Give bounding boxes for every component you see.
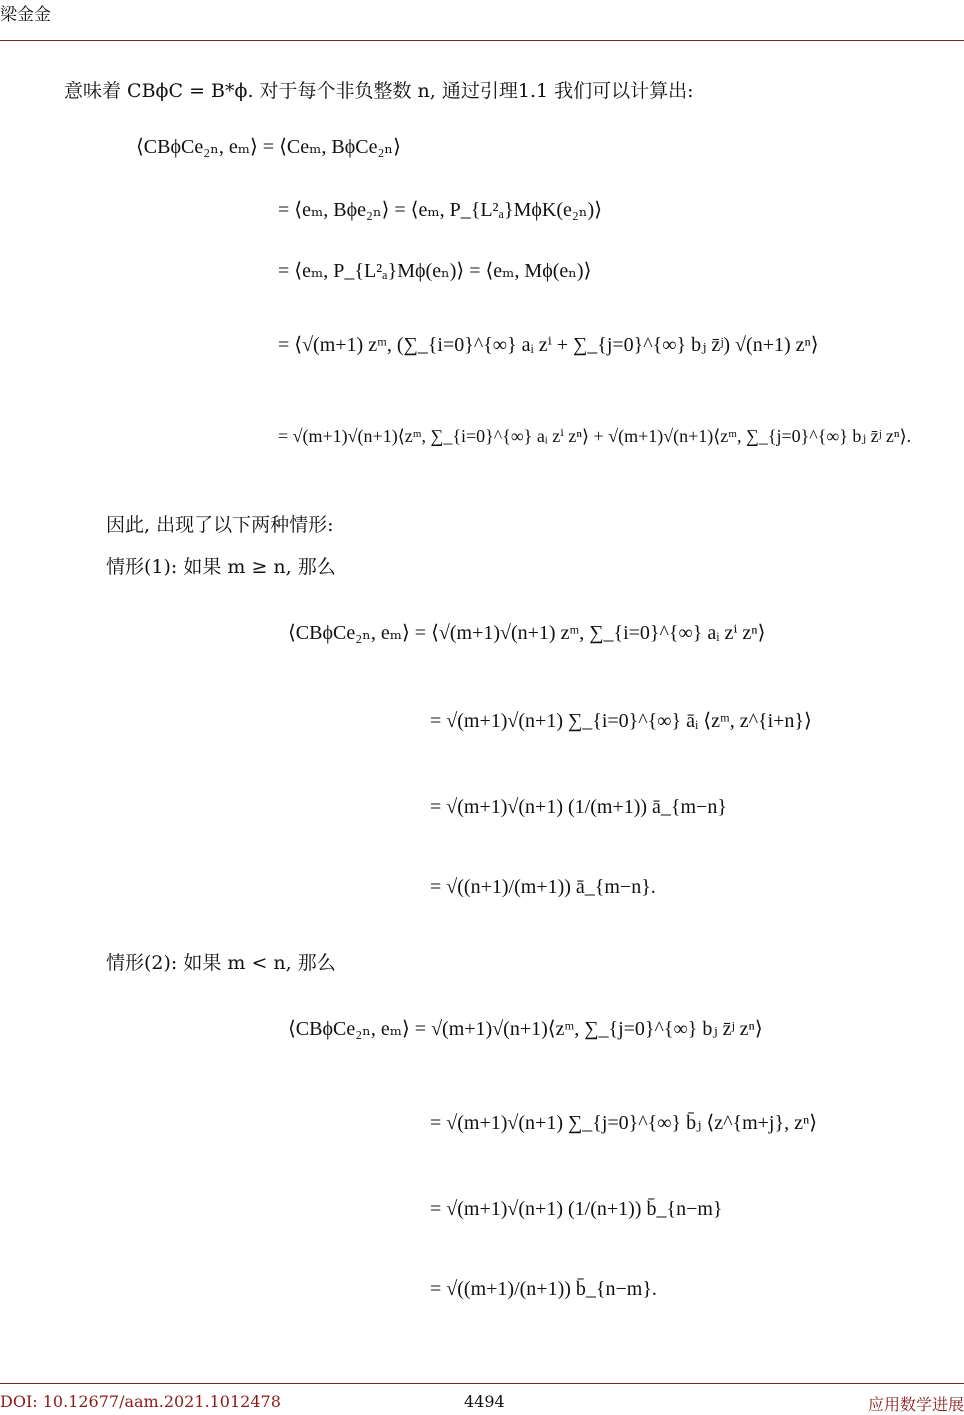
case2-line-3: = √(m+1)√(n+1) (1/(n+1)) b̄_{n−m} bbox=[430, 1198, 723, 1220]
case2-label: 情形(2): 如果 m < n, 那么 bbox=[106, 952, 336, 974]
running-header-author: 梁金金 bbox=[0, 5, 51, 25]
case2-line-1: ⟨CBϕCe₂ₙ, eₘ⟩ = √(m+1)√(n+1)⟨zᵐ, ∑_{j=0}^{∞} bⱼ z̄ʲ zⁿ⟩ bbox=[288, 1018, 763, 1040]
case2-line-2: = √(m+1)√(n+1) ∑_{j=0}^{∞} b̄ⱼ ⟨z^{m+j}, zⁿ⟩ bbox=[430, 1112, 818, 1134]
case1-label: 情形(1): 如果 m ≥ n, 那么 bbox=[106, 556, 336, 578]
case2-line-4: = √((m+1)/(n+1)) b̄_{n−m}. bbox=[430, 1278, 657, 1300]
case1-line-4: = √((n+1)/(m+1)) ā_{m−n}. bbox=[430, 876, 656, 898]
case1-line-3: = √(m+1)√(n+1) (1/(m+1)) ā_{m−n} bbox=[430, 796, 727, 818]
derivation-line-2: = ⟨eₘ, Bϕe₂ₙ⟩ = ⟨eₘ, P_{L²ₐ}MϕK(e₂ₙ)⟩ bbox=[278, 199, 603, 221]
footer-page-number: 4494 bbox=[464, 1392, 505, 1411]
case1-line-1: ⟨CBϕCe₂ₙ, eₘ⟩ = ⟨√(m+1)√(n+1) zᵐ, ∑_{i=0}^{∞} aᵢ zⁱ zⁿ⟩ bbox=[288, 622, 766, 644]
header-rule bbox=[0, 40, 964, 41]
cases-intro: 因此, 出现了以下两种情形: bbox=[106, 514, 334, 536]
derivation-line-1: ⟨CBϕCe₂ₙ, eₘ⟩ = ⟨Ceₘ, BϕCe₂ₙ⟩ bbox=[136, 136, 401, 158]
derivation-line-3: = ⟨eₘ, P_{L²ₐ}Mϕ(eₙ)⟩ = ⟨eₘ, Mϕ(eₙ)⟩ bbox=[278, 260, 592, 282]
derivation-line-4: = ⟨√(m+1) zᵐ, (∑_{i=0}^{∞} aᵢ zⁱ + ∑_{j=0}^{∞} bⱼ z̄ʲ) √(n+1) zⁿ⟩ bbox=[278, 334, 819, 356]
footer-rule bbox=[0, 1383, 964, 1384]
footer-journal: 应用数学进展 bbox=[867, 1395, 964, 1414]
derivation-line-5: = √(m+1)√(n+1)⟨zᵐ, ∑_{i=0}^{∞} aᵢ zⁱ zⁿ⟩ + √(m+1)√(n+1)⟨zᵐ, ∑_{j=0}^{∞} bⱼ z̄ʲ zⁿ⟩. bbox=[278, 426, 912, 446]
footer-doi: DOI: 10.12677/aam.2021.1012478 bbox=[0, 1392, 281, 1411]
intro-sentence: 意味着 CBϕC = B*ϕ. 对于每个非负整数 n, 通过引理1.1 我们可以计算出: bbox=[64, 80, 694, 102]
case1-line-2: = √(m+1)√(n+1) ∑_{i=0}^{∞} āᵢ ⟨zᵐ, z^{i+n}⟩ bbox=[430, 710, 812, 732]
